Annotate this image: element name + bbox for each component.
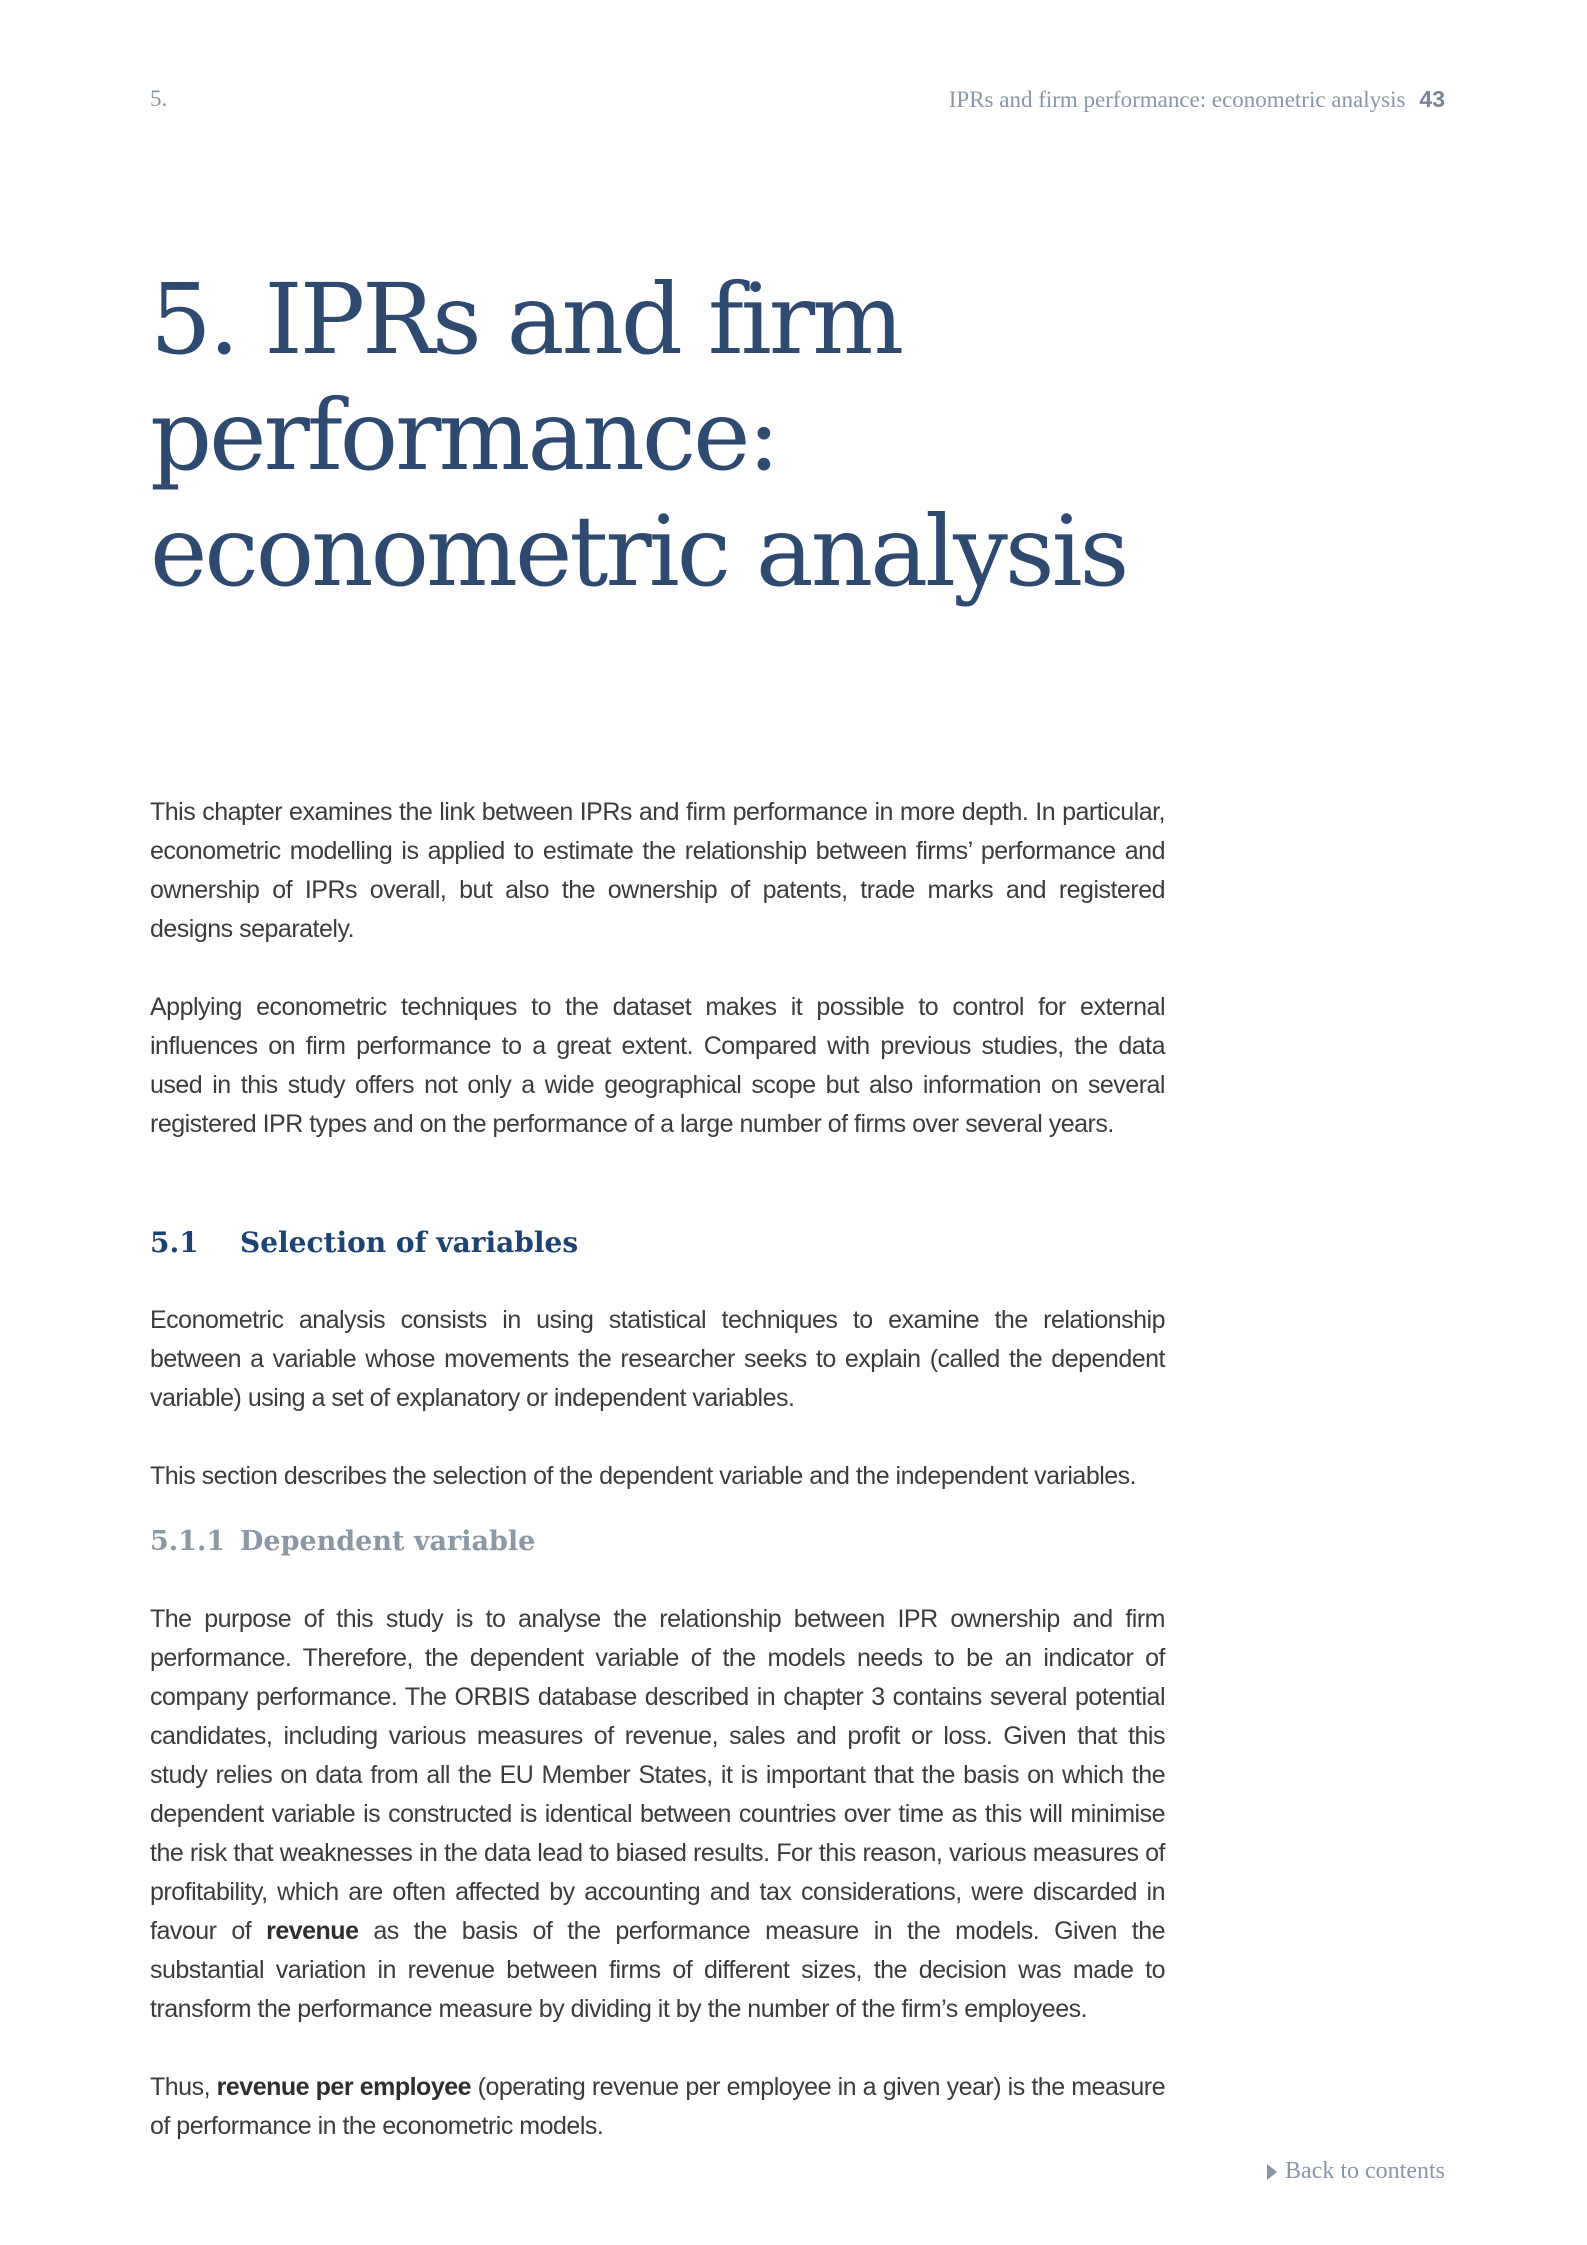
- subsection-heading-5-1-1: [150, 1522, 1165, 1562]
- section-5-1-1-paragraph-2: [150, 2068, 1165, 2146]
- paragraph-text: The purpose of this study is to analyse the relationship between IPR ownership and firm performance. Therefore, the dependent variable of the models needs to be an indicator of company performance. The ORBIS database described in chapter 3 contains several potential candidates, including various measures of revenue, sales and profit or loss. Given that this study relies on data from all the EU Member States, it is important that the basis on which the dependent variable is constructed is identical between countries over time as this will minimise the risk that weaknesses in the data lead to biased results. For this reason, various measures of profitability, which are often affected by accounting and tax considerations, were discarded in favour of: [150, 1605, 1165, 1945]
- section-heading-5-1: [150, 1223, 1165, 1263]
- bold-term-revenue: revenue: [266, 1917, 359, 1945]
- section-5-1-paragraph-1: Econometric analysis consists in using statistical techniques to examine the relationship between a variable whose movements the researcher seeks to explain (called the dependent variable) using a set of explanatory or independent variables.: [150, 1306, 1165, 1412]
- section-5-1-paragraph-2: This section describes the selection of the dependent variable and the independent variables.: [150, 1462, 1137, 1490]
- bold-term-revenue-per-employee: revenue per employee: [216, 2073, 472, 2101]
- back-to-contents-label: Back to contents: [1285, 2158, 1445, 2184]
- page-number: 43: [1419, 86, 1445, 112]
- intro-paragraph-2: Applying econometric techniques to the dataset makes it possible to control for external influences on firm performance to a great extent. Compared with previous studies, the data used in this study offers not only a wide geographical scope but also information on several registered IPR types and on the performance of a large number of firms over several years.: [150, 993, 1165, 1138]
- intro-paragraph-1: This chapter examines the link between IPRs and firm performance in more depth. In particular, econometric modelling is applied to estimate the relationship between firms’ performance and ownership of IPRs overall, but also the ownership of patents, trade marks and registered designs separately.: [150, 798, 1165, 943]
- section-title: Selection of variables: [240, 1226, 579, 1259]
- header-chapter-number: 5.: [150, 86, 168, 111]
- chapter-body: [150, 793, 1165, 2146]
- back-to-contents-link[interactable]: [1267, 2158, 1445, 2185]
- subsection-number: 5.1.1: [150, 1526, 226, 1557]
- paragraph-text: (operating revenue per employee in a given year) is the measure of performance in the econometric models.: [150, 2073, 1165, 2140]
- header-running-title-wrap: [949, 86, 1445, 113]
- triangle-right-icon: [1267, 2164, 1277, 2180]
- section-5-1-1-paragraph-1: [150, 1600, 1165, 2029]
- page-header: [150, 86, 1445, 118]
- section-number: 5.1: [150, 1226, 199, 1259]
- paragraph-text: Thus,: [150, 2073, 217, 2101]
- paragraph-text: as the basis of the performance measure in the models. Given the substantial variation in revenue between firms of different sizes, the decision was made to transform the performance measure by dividing it by the number of the firm’s employees.: [150, 1917, 1166, 2023]
- chapter-title: 5. IPRs and firm performance: econometric analysis: [150, 263, 1127, 608]
- subsection-title: Dependent variable: [240, 1526, 536, 1557]
- header-running-title: IPRs and firm performance: econometric analysis: [948, 87, 1406, 112]
